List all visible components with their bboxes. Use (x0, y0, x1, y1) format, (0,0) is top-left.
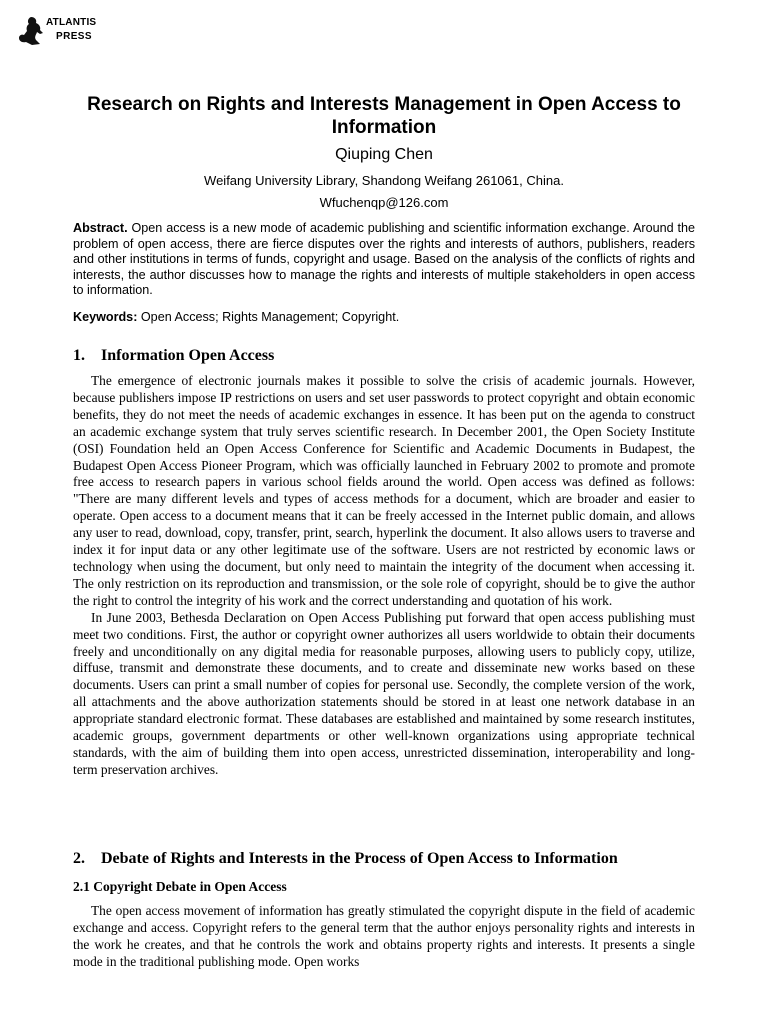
section-1-body (73, 373, 695, 779)
section-2-heading (73, 849, 713, 869)
section-1-heading (73, 346, 713, 366)
publisher-logo (18, 14, 108, 50)
section-1-number: 1. (73, 347, 85, 364)
author-email: Wfuchenqp@126.com (319, 195, 449, 210)
paper-title: Research on Rights and Interests Management in Open Access to Information (87, 94, 681, 138)
keywords (73, 309, 695, 325)
abstract-text: Open access is a new mode of academic publishing and scientific information exchange. Around the problem of open access, there are fierce disputes over the rights and interests of authors, publishers, readers and other institutions in terms of funds, copyright and usage. Based on the analysis of the conflicts of rights and interests, the author discusses how to manage the rights and interests of multiple stakeholders in open access to information. (73, 221, 695, 297)
author-affiliation: Weifang University Library, Shandong Weifang 261061, China. (204, 173, 564, 188)
section-1-title: Information Open Access (101, 347, 275, 364)
keywords-text: Open Access; Rights Management; Copyright. (137, 310, 400, 324)
section-2-number: 2. (73, 850, 85, 867)
abstract-label: Abstract. (73, 221, 128, 235)
subsection-2-1-body (73, 903, 695, 971)
abstract (73, 221, 695, 299)
publisher-name-line1: ATLANTIS (46, 17, 97, 28)
paragraph: The open access movement of information has greatly stimulated the copyright dispute in the field of academic exchange and access. Copyright refers to the general term that the author enjoys personality rights and interests in the work he creates, and that he controls the work and obtains property rights and interests. It presents a single mode in the traditional publishing mode. Open works (73, 903, 695, 969)
paragraph: The emergence of electronic journals makes it possible to solve the crisis of academic journals. However, because publishers impose IP restrictions on users and set user passwords to protect copyright and obtain economic benefits, they do not meet the needs of academic exchanges in essence. It has been put on the agenda to construct an academic exchange system that truly serves scientific research. In December 2001, the Open Society Institute (OSI) Foundation held an Open Access Conference for Scientific and Academic Documents in Budapest, the Budapest Open Access Pioneer Program, which was officially launched in February 2002 to promote and promote free access to research papers in various school fields around the world. Open access was defined as follows: "There are many different levels and types of access methods for a document, which are broader and easier to operate. Open access to a document means that it can be freely accessed in the Internet public domain, and allows any user to read, download, copy, transfer, print, search, hyperlink the document. It also allows users to traverse and index it for input data or any other legitimate use of the software. Users are not restricted by economic laws or technology when using the document, but only need to maintain the integrity of the document when accessing it. The only restriction on its reproduction and transmission, or the sole role of copyright, should be to give the author the right to control the integrity of his work and the correct understanding and quotation of his work. (73, 373, 695, 608)
section-2-title: Debate of Rights and Interests in the Process of Open Access to Information (101, 850, 618, 867)
thinker-icon (18, 16, 44, 46)
paragraph: In June 2003, Bethesda Declaration on Open Access Publishing put forward that open access publishing must meet two conditions. First, the author or copyright owner authorizes all users worldwide to obtain their documents freely and unconditionally on any digital media for reasonable purposes, allowing users to publicly copy, utilize, diffuse, transmit and demonstrate these documents, and to create and disseminate new works based on these documents. Users can print a small number of copies for personal use. Secondly, the complete version of the work, all attachments and the above authorization statements should be stored in at least one network database in an appropriate standard electronic format. These databases are established and maintained by some research institutes, academic groups, government departments or other well-known organizations using appropriate technical standards, with the aim of building them into open access, unrestricted dissemination, interoperability and long-term preservation archives. (73, 609, 695, 777)
subsection-2-1-heading: 2.1 Copyright Debate in Open Access (73, 879, 287, 894)
publisher-name-line2: PRESS (56, 31, 92, 42)
author-name: Qiuping Chen (335, 146, 433, 163)
keywords-label: Keywords: (73, 310, 138, 324)
